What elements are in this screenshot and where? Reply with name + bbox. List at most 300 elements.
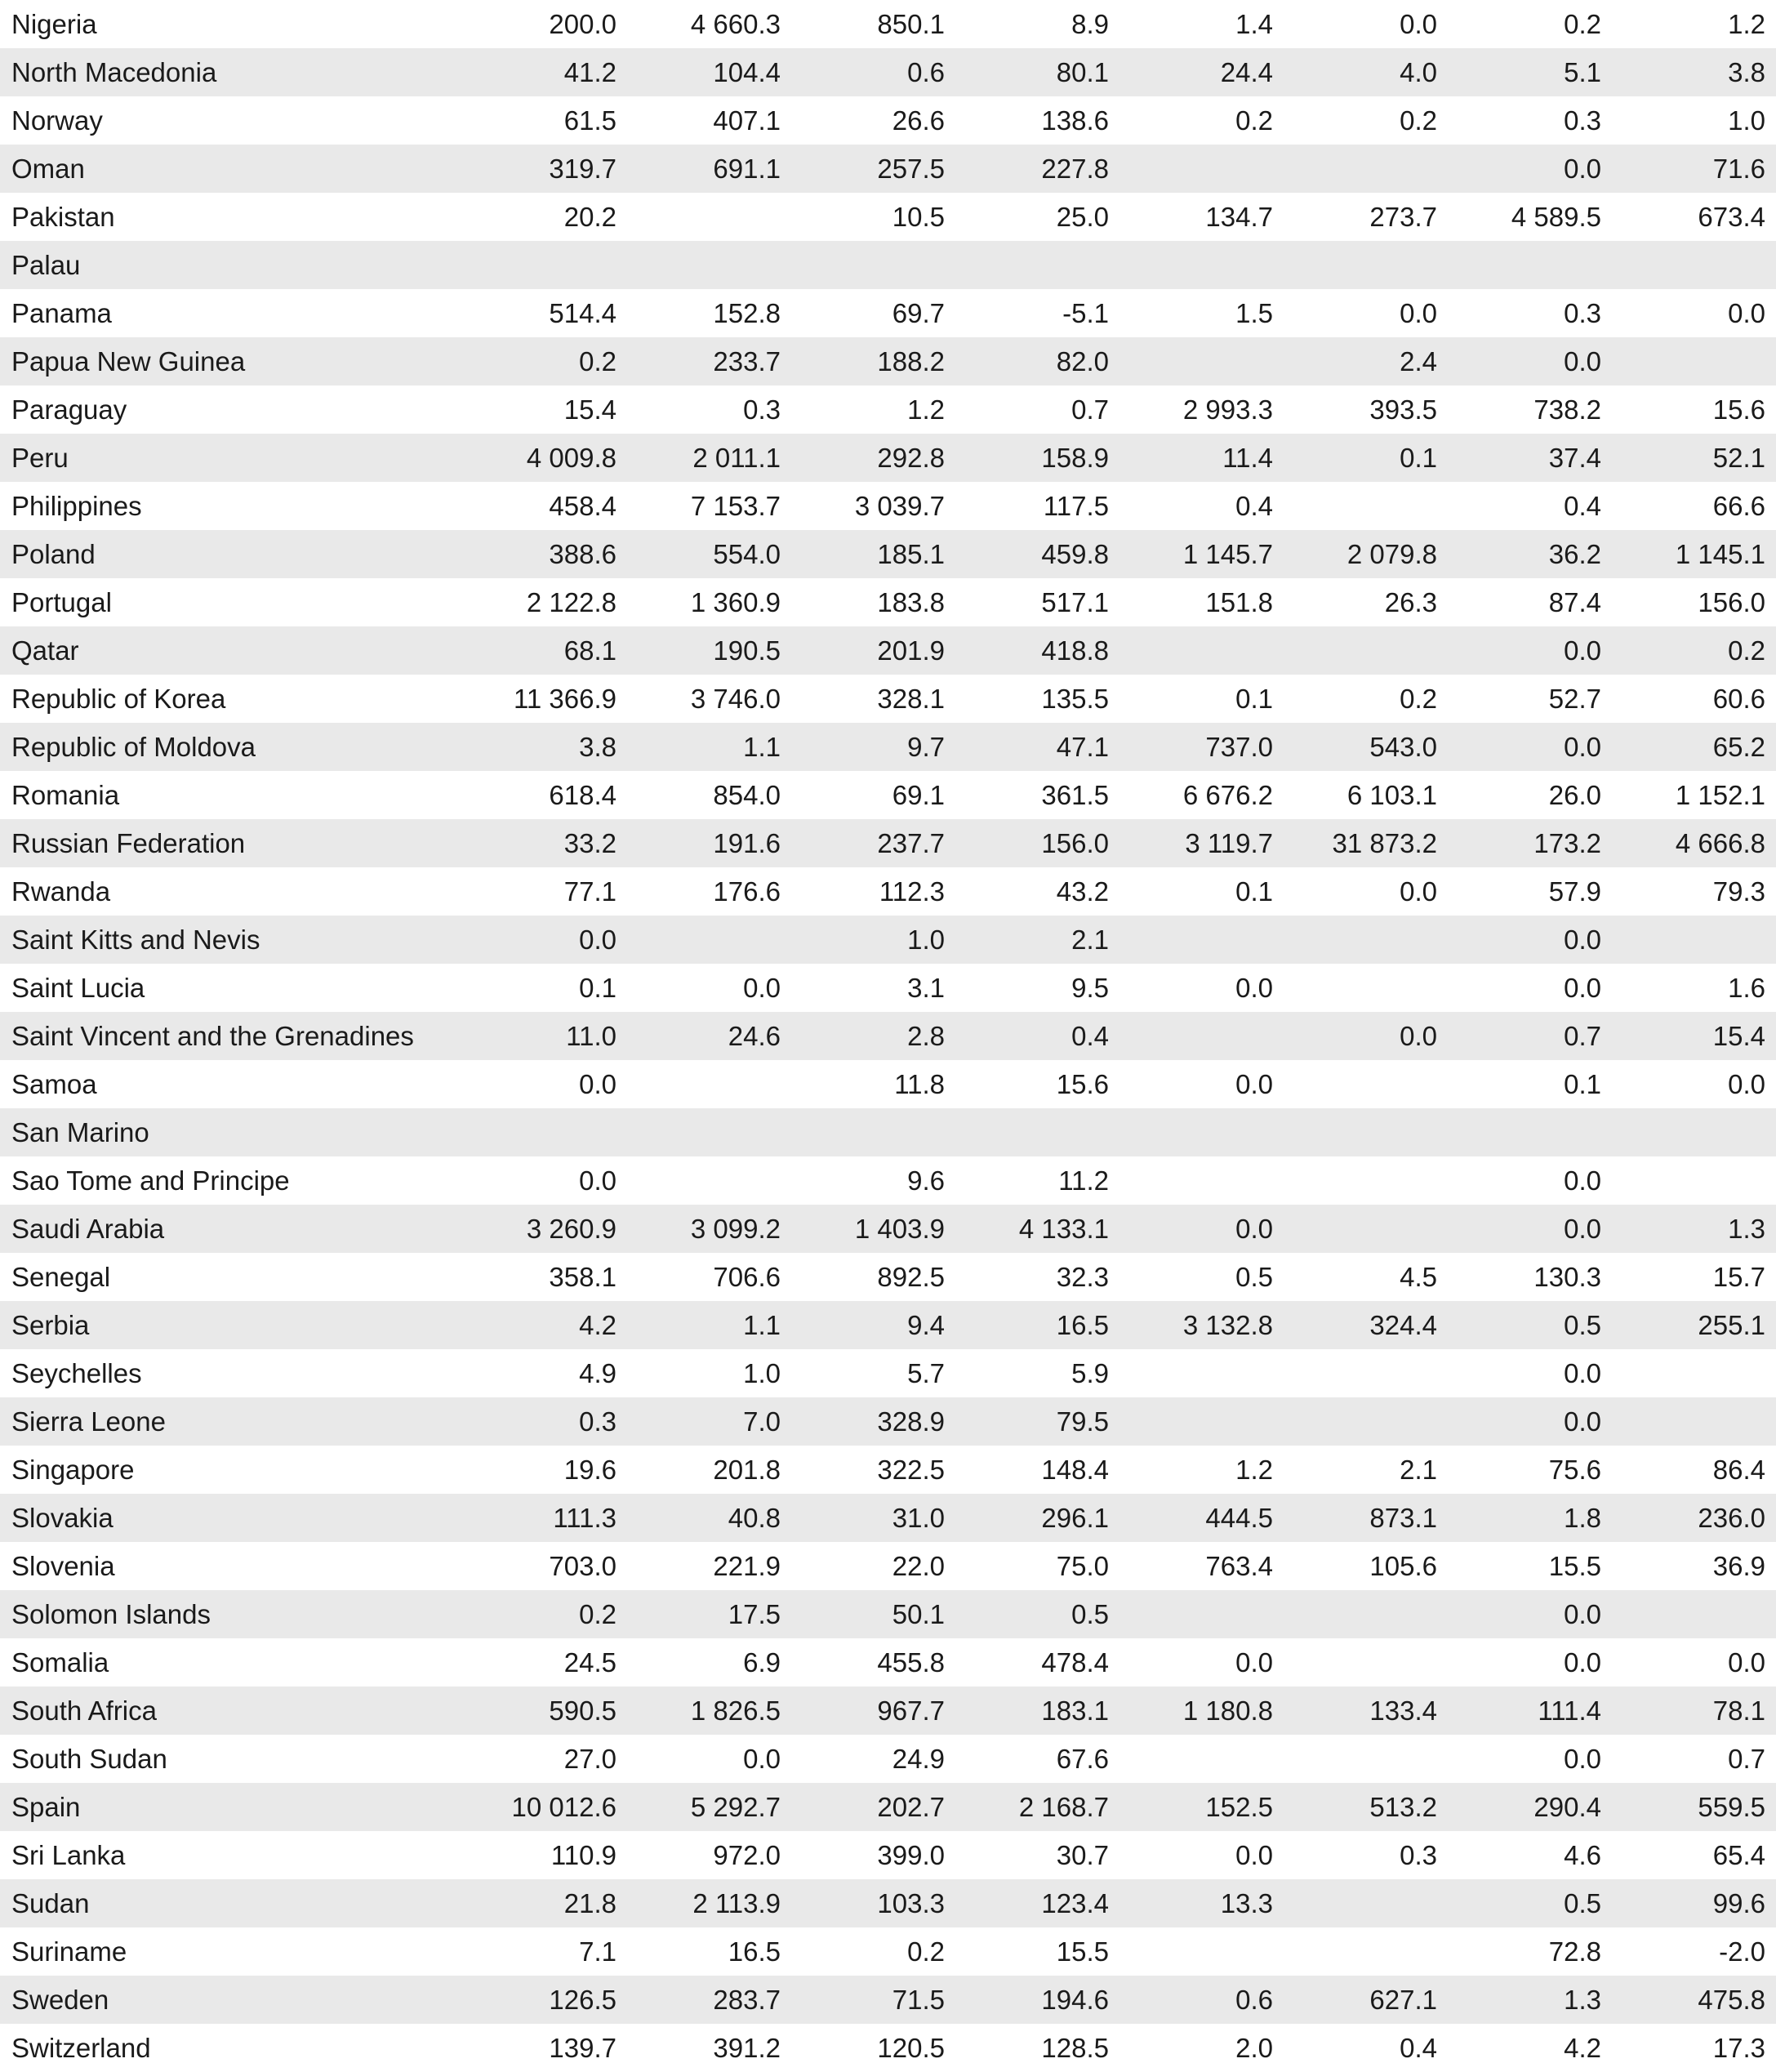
table-row — [0, 1060, 1776, 1108]
value-cell-col-1: 618.4 — [549, 780, 616, 810]
table-row — [0, 1397, 1776, 1446]
value-cell-col-5: 763.4 — [1205, 1551, 1273, 1581]
value-cell-col-1: 0.0 — [579, 1069, 616, 1099]
value-cell-col-2: 1 360.9 — [690, 587, 781, 617]
value-cell-col-5 — [1109, 1012, 1273, 1060]
value-cell-col-8: 17.3 — [1712, 2033, 1765, 2063]
value-cell-col-8 — [1601, 1349, 1776, 1397]
value-cell-col-7: 52.7 — [1548, 684, 1601, 714]
value-cell-col-5: 0.4 — [1235, 491, 1273, 521]
value-cell-col-6: 0.0 — [1400, 876, 1437, 907]
value-cell-col-3: 10.5 — [892, 202, 945, 232]
value-cell-col-2: 1.1 — [743, 1310, 781, 1340]
value-cell-col-7: 0.5 — [1564, 1310, 1601, 1340]
value-cell-col-8 — [1601, 1156, 1776, 1205]
value-cell-col-6: 0.2 — [1400, 684, 1437, 714]
value-cell-col-2: 391.2 — [713, 2033, 781, 2063]
country-name-cell: Slovakia — [11, 1503, 114, 1533]
table-row — [0, 48, 1776, 96]
value-cell-col-4: 117.5 — [1043, 491, 1109, 521]
value-cell-col-7: 111.4 — [1538, 1695, 1601, 1726]
value-cell-col-4: 2.1 — [1071, 925, 1109, 955]
table-row — [0, 1108, 1776, 1156]
value-cell-col-1: 3.8 — [579, 732, 616, 762]
value-cell-col-5: 0.0 — [1235, 973, 1273, 1003]
value-cell-col-1: 19.6 — [563, 1455, 616, 1485]
table-row — [0, 385, 1776, 434]
value-cell-col-3: 0.2 — [907, 1936, 945, 1967]
value-cell-col-5: 3 119.7 — [1185, 828, 1273, 858]
value-cell-col-6: 4.0 — [1400, 57, 1437, 87]
value-cell-col-5: 151.8 — [1205, 587, 1273, 617]
value-cell-col-2: 554.0 — [713, 539, 781, 569]
value-cell-col-8: 15.4 — [1712, 1021, 1765, 1051]
value-cell-col-1: 0.3 — [579, 1406, 616, 1437]
value-cell-col-7: 0.5 — [1564, 1888, 1601, 1918]
value-cell-col-3: 202.7 — [877, 1792, 945, 1822]
value-cell-col-4: 5.9 — [1071, 1358, 1109, 1388]
value-cell-col-7: 130.3 — [1533, 1262, 1601, 1292]
value-cell-col-6: 0.3 — [1400, 1840, 1437, 1870]
value-cell-col-1: 7.1 — [579, 1936, 616, 1967]
value-cell-col-8 — [1601, 241, 1776, 289]
value-cell-col-5 — [1109, 337, 1273, 385]
value-cell-col-2: 0.3 — [743, 394, 781, 425]
value-cell-col-2 — [616, 193, 781, 241]
country-name-cell: Nigeria — [11, 9, 97, 39]
value-cell-col-5: 1 145.7 — [1182, 539, 1273, 569]
country-name-cell: Portugal — [11, 587, 112, 617]
value-cell-col-7: 87.4 — [1548, 587, 1601, 617]
value-cell-col-6: 0.0 — [1400, 298, 1437, 328]
value-cell-col-8: 156.0 — [1698, 587, 1765, 617]
value-cell-col-6 — [1273, 1879, 1437, 1927]
value-cell-col-3: 5.7 — [907, 1358, 945, 1388]
value-cell-col-3: 967.7 — [877, 1695, 945, 1726]
value-cell-col-4: 80.1 — [1056, 57, 1109, 87]
value-cell-col-4: 517.1 — [1041, 587, 1109, 617]
value-cell-col-2: 407.1 — [713, 105, 781, 136]
value-cell-col-2: 40.8 — [728, 1503, 781, 1533]
value-cell-col-3: 26.6 — [892, 105, 945, 136]
table-row — [0, 1927, 1776, 1976]
value-cell-col-2: 0.0 — [743, 973, 781, 1003]
value-cell-col-1: 110.9 — [550, 1840, 616, 1870]
value-cell-col-6 — [1273, 1590, 1437, 1638]
value-cell-col-1 — [420, 1108, 616, 1156]
value-cell-col-2: 233.7 — [713, 346, 781, 377]
value-cell-col-8 — [1601, 1590, 1776, 1638]
value-cell-col-1: 514.4 — [549, 298, 616, 328]
value-cell-col-5 — [1109, 1108, 1273, 1156]
value-cell-col-7: 0.1 — [1564, 1069, 1601, 1099]
value-cell-col-6: 2.4 — [1400, 346, 1437, 377]
value-cell-col-3: 257.5 — [877, 154, 945, 184]
value-cell-col-3: 71.5 — [892, 1985, 945, 2015]
value-cell-col-5: 0.0 — [1235, 1840, 1273, 1870]
value-cell-col-2: 0.0 — [743, 1744, 781, 1774]
value-cell-col-6: 26.3 — [1384, 587, 1437, 617]
value-cell-col-3: 9.4 — [907, 1310, 945, 1340]
value-cell-col-5 — [1109, 1927, 1273, 1976]
value-cell-col-6: 31 873.2 — [1332, 828, 1437, 858]
value-cell-col-1: 61.5 — [563, 105, 616, 136]
table-row — [0, 96, 1776, 145]
value-cell-col-8: 65.4 — [1712, 1840, 1765, 1870]
country-name-cell: Panama — [11, 298, 112, 328]
value-cell-col-2: 1 826.5 — [690, 1695, 781, 1726]
table-row — [0, 1735, 1776, 1783]
country-name-cell: Somalia — [11, 1647, 109, 1678]
value-cell-col-1: 0.2 — [579, 346, 616, 377]
value-cell-col-4 — [945, 241, 1109, 289]
country-name-cell: Palau — [11, 250, 81, 280]
value-cell-col-8: 559.5 — [1698, 1792, 1765, 1822]
value-cell-col-7: 0.7 — [1564, 1021, 1601, 1051]
value-cell-col-6: 513.2 — [1369, 1792, 1437, 1822]
value-cell-col-6 — [1273, 1060, 1437, 1108]
country-name-cell: North Macedonia — [11, 57, 217, 87]
value-cell-col-5: 13.3 — [1220, 1888, 1273, 1918]
value-cell-col-4: 148.4 — [1041, 1455, 1109, 1485]
value-cell-col-1 — [420, 241, 616, 289]
table-row — [0, 626, 1776, 675]
value-cell-col-5: 737.0 — [1205, 732, 1273, 762]
value-cell-col-2: 104.4 — [713, 57, 781, 87]
value-cell-col-4: 79.5 — [1056, 1406, 1109, 1437]
value-cell-col-2: 706.6 — [713, 1262, 781, 1292]
value-cell-col-7: 36.2 — [1548, 539, 1601, 569]
value-cell-col-3: 3.1 — [907, 973, 945, 1003]
country-name-cell: Solomon Islands — [11, 1599, 211, 1629]
value-cell-col-3: 1 403.9 — [854, 1214, 945, 1244]
value-cell-col-4: 15.6 — [1056, 1069, 1109, 1099]
value-cell-col-7: 0.3 — [1564, 298, 1601, 328]
country-name-cell: Saint Kitts and Nevis — [11, 925, 260, 955]
country-name-cell: Republic of Korea — [11, 684, 226, 714]
value-cell-col-1: 200.0 — [549, 9, 616, 39]
value-cell-col-8: 36.9 — [1712, 1551, 1765, 1581]
value-cell-col-4: 123.4 — [1041, 1888, 1109, 1918]
table-row — [0, 530, 1776, 578]
value-cell-col-2: 283.7 — [713, 1985, 781, 2015]
value-cell-col-4: 16.5 — [1056, 1310, 1109, 1340]
value-cell-col-8: 60.6 — [1712, 684, 1765, 714]
value-cell-col-5: 2 993.3 — [1182, 394, 1273, 425]
value-cell-col-2: 191.6 — [713, 828, 781, 858]
value-cell-col-5 — [1109, 1397, 1273, 1446]
table-row — [0, 1783, 1776, 1831]
value-cell-col-7: 173.2 — [1533, 828, 1601, 858]
value-cell-col-6: 2 079.8 — [1346, 539, 1437, 569]
value-cell-col-2 — [616, 1108, 781, 1156]
value-cell-col-5: 0.6 — [1235, 1985, 1273, 2015]
country-name-cell: Slovenia — [11, 1551, 115, 1581]
value-cell-col-7: 0.2 — [1564, 9, 1601, 39]
table-row — [0, 964, 1776, 1012]
value-cell-col-5: 0.5 — [1235, 1262, 1273, 1292]
value-cell-col-6 — [1273, 1397, 1437, 1446]
value-cell-col-5: 0.0 — [1235, 1214, 1273, 1244]
table-row — [0, 819, 1776, 867]
value-cell-col-5 — [1109, 626, 1273, 675]
table-row — [0, 1638, 1776, 1687]
value-cell-col-4: 0.5 — [1071, 1599, 1109, 1629]
value-cell-col-2: 1.0 — [743, 1358, 781, 1388]
value-cell-col-8: -2.0 — [1719, 1936, 1765, 1967]
value-cell-col-1: 3 260.9 — [526, 1214, 616, 1244]
value-cell-col-1: 68.1 — [563, 635, 616, 666]
value-cell-col-1: 126.5 — [549, 1985, 616, 2015]
value-cell-col-5: 0.2 — [1235, 105, 1273, 136]
table-row — [0, 145, 1776, 193]
value-cell-col-1: 33.2 — [563, 828, 616, 858]
value-cell-col-4: 361.5 — [1041, 780, 1109, 810]
value-cell-col-4: 15.5 — [1056, 1936, 1109, 1967]
table-row — [0, 675, 1776, 723]
value-cell-col-7: 0.0 — [1564, 1744, 1601, 1774]
value-cell-col-6 — [1273, 1927, 1437, 1976]
value-cell-col-1: 4.2 — [579, 1310, 616, 1340]
table-row — [0, 1156, 1776, 1205]
value-cell-col-1: 2 122.8 — [526, 587, 616, 617]
value-cell-col-8: 15.6 — [1712, 394, 1765, 425]
country-name-cell: San Marino — [11, 1117, 149, 1147]
value-cell-col-8: 0.0 — [1728, 1647, 1765, 1678]
value-cell-col-4 — [945, 1108, 1109, 1156]
table-row — [0, 337, 1776, 385]
country-name-cell: Singapore — [11, 1455, 135, 1485]
value-cell-col-7: 5.1 — [1564, 57, 1601, 87]
value-cell-col-2: 2 113.9 — [692, 1888, 781, 1918]
value-cell-col-3: 22.0 — [892, 1551, 945, 1581]
value-cell-col-5 — [1109, 1349, 1273, 1397]
value-cell-col-5: 1.2 — [1235, 1455, 1273, 1485]
value-cell-col-2: 201.8 — [713, 1455, 781, 1485]
value-cell-col-5: 1 180.8 — [1182, 1695, 1273, 1726]
value-cell-col-2: 4 660.3 — [690, 9, 781, 39]
value-cell-col-3: 892.5 — [877, 1262, 945, 1292]
value-cell-col-5: 2.0 — [1235, 2033, 1273, 2063]
table-row — [0, 193, 1776, 241]
value-cell-col-2: 6.9 — [743, 1647, 781, 1678]
value-cell-col-4: 30.7 — [1056, 1840, 1109, 1870]
value-cell-col-7 — [1437, 241, 1601, 289]
value-cell-col-8: 71.6 — [1712, 154, 1765, 184]
country-name-cell: Paraguay — [11, 394, 127, 425]
value-cell-col-1: 111.3 — [553, 1503, 616, 1533]
value-cell-col-2: 17.5 — [728, 1599, 781, 1629]
value-cell-col-8: 1.0 — [1728, 105, 1765, 136]
value-cell-col-5: 1.5 — [1235, 298, 1273, 328]
value-cell-col-5: 152.5 — [1205, 1792, 1273, 1822]
value-cell-col-5 — [1109, 145, 1273, 193]
country-name-cell: Norway — [11, 105, 103, 136]
value-cell-col-6 — [1273, 964, 1437, 1012]
value-cell-col-3: 328.1 — [877, 684, 945, 714]
value-cell-col-5: 0.0 — [1235, 1069, 1273, 1099]
value-cell-col-7: 0.0 — [1564, 1647, 1601, 1678]
value-cell-col-8: 52.1 — [1712, 443, 1765, 473]
value-cell-col-7: 37.4 — [1548, 443, 1601, 473]
value-cell-col-7: 0.0 — [1564, 1599, 1601, 1629]
value-cell-col-5: 11.4 — [1222, 443, 1273, 473]
value-cell-col-8: 66.6 — [1712, 491, 1765, 521]
value-cell-col-2: 3 099.2 — [690, 1214, 781, 1244]
country-name-cell: South Sudan — [11, 1744, 167, 1774]
value-cell-col-6: 543.0 — [1369, 732, 1437, 762]
value-cell-col-1: 77.1 — [563, 876, 616, 907]
value-cell-col-4: 4 133.1 — [1018, 1214, 1109, 1244]
value-cell-col-1: 15.4 — [563, 394, 616, 425]
value-cell-col-8: 0.2 — [1728, 635, 1765, 666]
value-cell-col-7: 0.0 — [1564, 1165, 1601, 1196]
value-cell-col-3: 24.9 — [892, 1744, 945, 1774]
value-cell-col-6: 0.0 — [1400, 1021, 1437, 1051]
value-cell-col-7: 0.3 — [1564, 105, 1601, 136]
value-cell-col-7: 57.9 — [1548, 876, 1601, 907]
value-cell-col-2: 7 153.7 — [690, 491, 781, 521]
value-cell-col-7: 72.8 — [1548, 1936, 1601, 1967]
value-cell-col-2: 2 011.1 — [692, 443, 781, 473]
value-cell-col-6 — [1273, 1735, 1437, 1783]
value-cell-col-2: 176.6 — [713, 876, 781, 907]
value-cell-col-3: 322.5 — [877, 1455, 945, 1485]
value-cell-col-2: 221.9 — [713, 1551, 781, 1581]
value-cell-col-7: 75.6 — [1548, 1455, 1601, 1485]
country-name-cell: Poland — [11, 539, 96, 569]
country-name-cell: Senegal — [11, 1262, 111, 1292]
value-cell-col-7: 4.6 — [1564, 1840, 1601, 1870]
value-cell-col-1: 358.1 — [549, 1262, 616, 1292]
value-cell-col-4: 25.0 — [1056, 202, 1109, 232]
value-cell-col-3: 120.5 — [877, 2033, 945, 2063]
value-cell-col-3: 1.2 — [907, 394, 945, 425]
value-cell-col-5: 24.4 — [1220, 57, 1273, 87]
value-cell-col-4: 227.8 — [1041, 154, 1109, 184]
value-cell-col-5 — [1109, 241, 1273, 289]
table-row — [0, 1012, 1776, 1060]
value-cell-col-2 — [616, 916, 781, 964]
value-cell-col-8: 255.1 — [1698, 1310, 1765, 1340]
value-cell-col-2 — [616, 241, 781, 289]
country-name-cell: South Africa — [11, 1695, 157, 1726]
value-cell-col-8: 1 152.1 — [1675, 780, 1765, 810]
country-name-cell: Philippines — [11, 491, 142, 521]
country-name-cell: Saudi Arabia — [11, 1214, 165, 1244]
value-cell-col-1: 21.8 — [563, 1888, 616, 1918]
value-cell-col-2: 3 746.0 — [690, 684, 781, 714]
country-name-cell: Romania — [11, 780, 120, 810]
table-row — [0, 1590, 1776, 1638]
value-cell-col-8: 79.3 — [1712, 876, 1765, 907]
value-cell-col-3: 69.1 — [892, 780, 945, 810]
value-cell-col-1: 10 012.6 — [511, 1792, 616, 1822]
value-cell-col-4: 11.2 — [1058, 1165, 1109, 1196]
table-row — [0, 1446, 1776, 1494]
value-cell-col-6: 0.4 — [1400, 2033, 1437, 2063]
value-cell-col-7: 290.4 — [1533, 1792, 1601, 1822]
value-cell-col-4: 156.0 — [1041, 828, 1109, 858]
value-cell-col-3 — [781, 241, 945, 289]
value-cell-col-3: 399.0 — [877, 1840, 945, 1870]
value-cell-col-3: 103.3 — [877, 1888, 945, 1918]
table-row — [0, 1494, 1776, 1542]
value-cell-col-1: 590.5 — [549, 1695, 616, 1726]
value-cell-col-2: 16.5 — [728, 1936, 781, 1967]
value-cell-col-5 — [1109, 1590, 1273, 1638]
value-cell-col-5 — [1109, 916, 1273, 964]
value-cell-col-5: 444.5 — [1205, 1503, 1273, 1533]
value-cell-col-2: 5 292.7 — [690, 1792, 781, 1822]
value-cell-col-8: 236.0 — [1698, 1503, 1765, 1533]
table-row — [0, 1879, 1776, 1927]
value-cell-col-1: 319.7 — [549, 154, 616, 184]
value-cell-col-5 — [1109, 1156, 1273, 1205]
value-cell-col-4: 8.9 — [1071, 9, 1109, 39]
value-cell-col-6: 0.2 — [1400, 105, 1437, 136]
table-row — [0, 867, 1776, 916]
table-row — [0, 0, 1776, 48]
value-cell-col-1: 27.0 — [563, 1744, 616, 1774]
value-cell-col-3: 11.8 — [894, 1069, 945, 1099]
table-row — [0, 434, 1776, 482]
value-cell-col-7: 0.0 — [1564, 346, 1601, 377]
value-cell-col-7: 738.2 — [1533, 394, 1601, 425]
country-name-cell: Switzerland — [11, 2033, 151, 2063]
value-cell-col-4: 43.2 — [1056, 876, 1109, 907]
country-name-cell: Sudan — [11, 1888, 90, 1918]
value-cell-col-4: 478.4 — [1041, 1647, 1109, 1678]
table-row — [0, 578, 1776, 626]
country-name-cell: Oman — [11, 154, 85, 184]
value-cell-col-3: 455.8 — [877, 1647, 945, 1678]
country-name-cell: Spain — [11, 1792, 81, 1822]
value-cell-col-4: 128.5 — [1041, 2033, 1109, 2063]
value-cell-col-8 — [1601, 1397, 1776, 1446]
value-cell-col-3: 1.0 — [907, 925, 945, 955]
value-cell-col-7: 4 589.5 — [1511, 202, 1601, 232]
value-cell-col-3: 112.3 — [879, 876, 945, 907]
table-row — [0, 1831, 1776, 1879]
country-name-cell: Sweden — [11, 1985, 109, 2015]
value-cell-col-3: 292.8 — [877, 443, 945, 473]
value-cell-col-4: 296.1 — [1041, 1503, 1109, 1533]
value-cell-col-7: 1.3 — [1564, 1985, 1601, 2015]
value-cell-col-7 — [1437, 1108, 1601, 1156]
country-name-cell: Russian Federation — [11, 828, 246, 858]
value-cell-col-2: 972.0 — [713, 1840, 781, 1870]
value-cell-col-5 — [1109, 1735, 1273, 1783]
table-row — [0, 241, 1776, 289]
value-cell-col-3: 69.7 — [892, 298, 945, 328]
table-row — [0, 1205, 1776, 1253]
value-cell-col-3: 2.8 — [907, 1021, 945, 1051]
value-cell-col-3: 9.7 — [907, 732, 945, 762]
value-cell-col-7: 0.4 — [1564, 491, 1601, 521]
value-cell-col-8: 0.0 — [1728, 1069, 1765, 1099]
value-cell-col-7: 0.0 — [1564, 973, 1601, 1003]
value-cell-col-6: 0.0 — [1400, 9, 1437, 39]
value-cell-col-4: 9.5 — [1071, 973, 1109, 1003]
value-cell-col-6: 105.6 — [1369, 1551, 1437, 1581]
value-cell-col-7: 1.8 — [1564, 1503, 1601, 1533]
value-cell-col-8: 0.0 — [1728, 298, 1765, 328]
value-cell-col-4: 138.6 — [1041, 105, 1109, 136]
value-cell-col-2: 7.0 — [743, 1406, 781, 1437]
value-cell-col-6 — [1273, 626, 1437, 675]
country-name-cell: Pakistan — [11, 202, 115, 232]
